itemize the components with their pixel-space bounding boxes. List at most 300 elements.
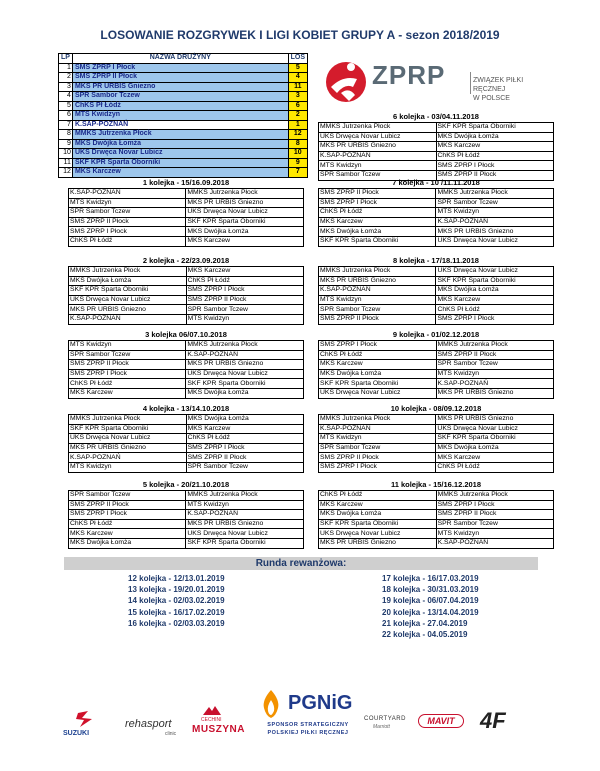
away-team: SPR Sambor Tczew bbox=[186, 305, 303, 315]
teams-header-row bbox=[59, 54, 308, 64]
away-team: K.SAP-POZNAŃ bbox=[186, 350, 304, 360]
home-team: K.SAP-POZNAŃ bbox=[319, 151, 437, 161]
round-table bbox=[318, 340, 554, 399]
team-los: 3 bbox=[288, 92, 307, 102]
team-lp: 4 bbox=[59, 92, 73, 102]
mavit-logo: MAVIT bbox=[418, 714, 464, 728]
muszyna-text: MUSZYNA bbox=[192, 724, 245, 735]
match-row bbox=[319, 538, 554, 548]
match-row bbox=[319, 369, 554, 379]
round-title: 9 kolejka - 01/02.12.2018 bbox=[392, 330, 480, 339]
home-team: SKF KPR Sparta Oborniki bbox=[319, 379, 437, 389]
away-team: SPR Sambor Tczew bbox=[186, 462, 303, 472]
round-block bbox=[318, 480, 554, 549]
home-team: MTS Kwidzyn bbox=[319, 434, 436, 444]
team-lp: 7 bbox=[59, 120, 73, 130]
home-team: SMS ZPRP I Płock bbox=[69, 227, 186, 237]
team-row bbox=[59, 130, 308, 140]
home-team: SMS ZPRP I Płock bbox=[319, 341, 437, 351]
home-team: MKS Dwójka Łomża bbox=[319, 369, 437, 379]
away-team: UKS Drwęca Novar Lubicz bbox=[436, 236, 554, 246]
match-row bbox=[69, 462, 304, 472]
team-los: 8 bbox=[288, 139, 307, 149]
away-team: SMS ZPRP I Płock bbox=[436, 314, 554, 324]
home-team: MKS Karczew bbox=[69, 529, 186, 539]
round-table bbox=[68, 414, 304, 473]
round-block bbox=[318, 404, 554, 473]
home-team: MTS Kwidzyn bbox=[319, 295, 436, 305]
round-block bbox=[68, 480, 304, 549]
round-block bbox=[318, 256, 554, 325]
home-team: UKS Drwęca Novar Lubicz bbox=[69, 434, 187, 444]
match-row bbox=[69, 538, 304, 548]
round-title: 5 kolejka - 20/21.10.2018 bbox=[142, 480, 230, 489]
home-team: SKF KPR Sparta Oborniki bbox=[319, 236, 436, 246]
round-table bbox=[68, 490, 304, 549]
away-team: MKS Karczew bbox=[186, 267, 303, 277]
home-team: MKS PR URBIS Gniezno bbox=[69, 305, 187, 315]
home-team: MMKS Jutrzenka Płock bbox=[69, 267, 187, 277]
team-los: 10 bbox=[288, 149, 307, 159]
home-team: UKS Drwęca Novar Lubicz bbox=[319, 529, 437, 539]
match-row bbox=[69, 424, 304, 434]
team-name: MKS Karczew bbox=[72, 168, 288, 178]
match-row bbox=[319, 227, 554, 237]
away-team: MMKS Jutrzenka Płock bbox=[436, 189, 554, 199]
match-row bbox=[319, 462, 554, 472]
match-row bbox=[69, 434, 304, 444]
home-team: UKS Drwęca Novar Lubicz bbox=[319, 388, 437, 398]
home-team: MKS Dwójka Łomża bbox=[319, 227, 436, 237]
home-team: MKS PR URBIS Gniezno bbox=[319, 276, 436, 286]
rewanz-round: 17 kolejka - 16/17.03.2019 bbox=[382, 574, 479, 583]
match-row bbox=[69, 379, 304, 389]
away-team: UKS Drwęca Novar Lubicz bbox=[186, 208, 304, 218]
home-team: MTS Kwidzyn bbox=[69, 341, 186, 351]
round-table bbox=[318, 188, 554, 247]
away-team: SPR Sambor Tczew bbox=[436, 360, 553, 370]
away-team: UKS Drwęca Novar Lubicz bbox=[436, 267, 554, 277]
suzuki-logo-icon bbox=[74, 710, 98, 728]
match-row bbox=[319, 491, 554, 501]
match-row bbox=[319, 388, 554, 398]
team-lp: 3 bbox=[59, 82, 73, 92]
match-row bbox=[69, 276, 304, 286]
away-team: ChKS Pł Łódź bbox=[436, 305, 554, 315]
home-team: UKS Drwęca Novar Lubicz bbox=[319, 132, 437, 142]
match-row bbox=[319, 208, 554, 218]
team-los: 1 bbox=[288, 120, 307, 130]
team-lp: 12 bbox=[59, 168, 73, 178]
match-row bbox=[319, 443, 554, 453]
away-team: ChKS Pł Łódź bbox=[436, 462, 554, 472]
home-team: MKS PR URBIS Gniezno bbox=[319, 142, 437, 152]
match-row bbox=[319, 434, 554, 444]
team-lp: 5 bbox=[59, 101, 73, 111]
team-los: 9 bbox=[288, 158, 307, 168]
match-row bbox=[319, 132, 554, 142]
team-row bbox=[59, 149, 308, 159]
away-team: ChKS Pł Łódź bbox=[436, 151, 553, 161]
round-table bbox=[68, 340, 304, 399]
team-lp: 9 bbox=[59, 139, 73, 149]
team-los: 5 bbox=[288, 63, 307, 73]
team-los: 12 bbox=[288, 130, 307, 140]
home-team: K.SAP-POZNAŃ bbox=[69, 189, 186, 199]
team-row bbox=[59, 168, 308, 178]
home-team: MKS Karczew bbox=[319, 360, 437, 370]
team-row bbox=[59, 73, 308, 83]
teams-table bbox=[58, 53, 308, 178]
home-team: SMS ZPRP I Płock bbox=[69, 510, 186, 520]
rewanz-round: 19 kolejka - 06/07.04.2019 bbox=[382, 596, 479, 606]
home-team: SPR Sambor Tczew bbox=[319, 305, 436, 315]
away-team: UKS Drwęca Novar Lubicz bbox=[436, 424, 554, 434]
away-team: UKS Drwęca Novar Lubicz bbox=[186, 529, 304, 539]
rewanz-round: 15 kolejka - 16/17.02.2019 bbox=[128, 607, 225, 617]
match-row bbox=[69, 227, 304, 237]
match-row bbox=[69, 369, 304, 379]
match-row bbox=[319, 529, 554, 539]
home-team: K.SAP-POZNAŃ bbox=[69, 314, 187, 324]
away-team: ChKS Pł Łódź bbox=[186, 276, 303, 286]
home-team: SPR Sambor Tczew bbox=[69, 208, 186, 218]
home-team: SKF KPR Sparta Oborniki bbox=[69, 286, 187, 296]
match-row bbox=[69, 388, 304, 398]
home-team: SMS ZPRP I Płock bbox=[319, 462, 436, 472]
match-row bbox=[69, 453, 304, 463]
away-team: SMS ZPRP II Płock bbox=[436, 350, 553, 360]
match-row bbox=[69, 314, 304, 324]
rewanz-round: 20 kolejka - 13/14.04.2019 bbox=[382, 607, 479, 617]
zprp-logo-subtitle bbox=[473, 76, 553, 103]
match-row bbox=[319, 341, 554, 351]
away-team: MKS Dwójka Łomża bbox=[186, 388, 304, 398]
team-name: SMS ZPRP I Płock bbox=[72, 63, 288, 73]
round-title: 8 kolejka - 17/18.11.2018 bbox=[393, 256, 479, 265]
away-team: MTS Kwidzyn bbox=[436, 529, 553, 539]
match-row bbox=[69, 189, 304, 199]
match-row bbox=[69, 295, 304, 305]
away-team: SKF KPR Sparta Oborniki bbox=[186, 217, 304, 227]
away-team: MKS Karczew bbox=[436, 453, 554, 463]
away-team: MKS Karczew bbox=[436, 142, 553, 152]
match-row bbox=[69, 208, 304, 218]
team-row bbox=[59, 92, 308, 102]
away-team: MKS Karczew bbox=[186, 236, 304, 246]
home-team: UKS Drwęca Novar Lubicz bbox=[69, 295, 187, 305]
pgnig-sub2: POLSKIEJ PIŁKI RĘCZNEJ bbox=[267, 730, 349, 736]
team-lp: 6 bbox=[59, 111, 73, 121]
away-team: K.SAP-POZNAŃ bbox=[186, 510, 304, 520]
match-row bbox=[69, 415, 304, 425]
home-team: MKS Karczew bbox=[319, 217, 436, 227]
home-team: MTS Kwidzyn bbox=[69, 198, 186, 208]
away-team: SMS ZPRP II Płock bbox=[186, 295, 303, 305]
away-team: SMS ZPRP I Płock bbox=[186, 443, 303, 453]
home-team: MKS PR URBIS Gniezno bbox=[319, 538, 437, 548]
home-team: SMS ZPRP I Płock bbox=[69, 369, 186, 379]
match-row bbox=[319, 453, 554, 463]
away-team: MMKS Jutrzenka Płock bbox=[186, 189, 304, 199]
home-team: K.SAP-POZNAŃ bbox=[319, 286, 436, 296]
team-name: SPR Sambor Tczew bbox=[72, 92, 288, 102]
team-name: UKS Drwęca Novar Lubicz bbox=[72, 149, 288, 159]
away-team: ChKS Pł Łódź bbox=[186, 434, 303, 444]
home-team: SPR Sambor Tczew bbox=[319, 170, 437, 180]
home-team: MMKS Jutrzenka Płock bbox=[319, 123, 437, 133]
match-row bbox=[69, 443, 304, 453]
match-row bbox=[319, 142, 554, 152]
away-team: MKS PR URBIS Gniezno bbox=[436, 227, 554, 237]
lp-header: LP bbox=[59, 54, 73, 64]
team-lp: 10 bbox=[59, 149, 73, 159]
round-block bbox=[318, 112, 554, 181]
home-team: SPR Sambor Tczew bbox=[69, 491, 186, 501]
match-row bbox=[319, 236, 554, 246]
away-team: MKS Dwójka Łomża bbox=[436, 286, 554, 296]
away-team: MKS PR URBIS Gniezno bbox=[186, 360, 304, 370]
away-team: MKS Karczew bbox=[436, 295, 554, 305]
away-team: SKF KPR Sparta Oborniki bbox=[186, 538, 304, 548]
round-block bbox=[318, 178, 554, 247]
rewanz-round: 21 kolejka - 27.04.2019 bbox=[382, 618, 468, 628]
team-los: 11 bbox=[288, 82, 307, 92]
team-name: ChKS Pł Łódź bbox=[72, 101, 288, 111]
match-row bbox=[319, 350, 554, 360]
team-los: 7 bbox=[288, 168, 307, 178]
away-team: MTS Kwidzyn bbox=[186, 314, 303, 324]
pgnig-sub1: SPONSOR STRATEGICZNY bbox=[267, 722, 349, 728]
away-team: MKS PR URBIS Gniezno bbox=[436, 388, 553, 398]
courtyard-logo: COURTYARD bbox=[364, 716, 406, 722]
away-team: MKS Dwójka Łomża bbox=[436, 443, 554, 453]
team-name: MKS Dwójka Łomża bbox=[72, 139, 288, 149]
team-row bbox=[59, 111, 308, 121]
away-team: MKS PR URBIS Gniezno bbox=[186, 519, 304, 529]
team-name: SKF KPR Sparta Oborniki bbox=[72, 158, 288, 168]
team-los: 4 bbox=[288, 73, 307, 83]
home-team: SKF KPR Sparta Oborniki bbox=[69, 424, 187, 434]
rehasport-sub: clinic bbox=[165, 731, 177, 737]
away-team: SMS ZPRP I Płock bbox=[186, 286, 303, 296]
round-title: 2 kolejka - 22/23.09.2018 bbox=[142, 256, 230, 265]
home-team: SMS ZPRP II Płock bbox=[69, 217, 186, 227]
away-team: MTS Kwidzyn bbox=[186, 500, 304, 510]
home-team: MKS Karczew bbox=[69, 388, 186, 398]
home-team: ChKS Pł Łódź bbox=[69, 236, 186, 246]
round-table bbox=[68, 188, 304, 247]
round-block bbox=[68, 178, 304, 247]
rewanz-right-list bbox=[382, 573, 479, 640]
away-team: SPR Sambor Tczew bbox=[436, 198, 554, 208]
round-block bbox=[68, 404, 304, 473]
rehasport-logo: rehasport bbox=[125, 718, 172, 730]
zprp-subtitle-line2: W POLSCE bbox=[473, 95, 510, 102]
round-table bbox=[318, 414, 554, 473]
match-row bbox=[319, 286, 554, 296]
home-team: SMS ZPRP II Płock bbox=[319, 453, 436, 463]
team-lp: 11 bbox=[59, 158, 73, 168]
match-row bbox=[69, 198, 304, 208]
match-row bbox=[319, 424, 554, 434]
home-team: SMS ZPRP II Płock bbox=[69, 500, 186, 510]
away-team: MKS Dwójka Łomża bbox=[186, 415, 303, 425]
match-row bbox=[319, 314, 554, 324]
away-team: MKS PR URBIS Gniezno bbox=[186, 198, 304, 208]
match-row bbox=[69, 500, 304, 510]
away-team: SMS ZPRP II Płock bbox=[436, 170, 553, 180]
home-team: ChKS Pł Łódź bbox=[319, 491, 437, 501]
match-row bbox=[69, 217, 304, 227]
home-team: ChKS Pł Łódź bbox=[319, 208, 436, 218]
rewanz-round: 13 kolejka - 19/20.01.2019 bbox=[128, 585, 225, 595]
muszyna-mountain-icon bbox=[202, 704, 222, 716]
match-row bbox=[69, 350, 304, 360]
home-team: MKS Dwójka Łomża bbox=[69, 276, 187, 286]
away-team: K.SAP-POZNAŃ bbox=[436, 379, 553, 389]
match-row bbox=[319, 267, 554, 277]
home-team: MKS Dwójka Łomża bbox=[69, 538, 186, 548]
match-row bbox=[319, 123, 554, 133]
suzuki-logo-text: SUZUKI bbox=[63, 730, 90, 737]
away-team: SKF KPR Sparta Oborniki bbox=[436, 123, 553, 133]
home-team: MKS Karczew bbox=[319, 500, 437, 510]
match-row bbox=[69, 305, 304, 315]
match-row bbox=[69, 341, 304, 351]
match-row bbox=[319, 151, 554, 161]
team-lp: 2 bbox=[59, 73, 73, 83]
zprp-subtitle-line1: ZWIĄZEK PIŁKI RĘCZNEJ bbox=[473, 77, 524, 93]
match-row bbox=[319, 217, 554, 227]
round-title: 7 kolejka - 10 /11.11.2018 bbox=[392, 178, 480, 187]
team-name: K.SAP-POZNAŃ bbox=[72, 120, 288, 130]
away-team: K.SAP-POZNAŃ bbox=[436, 538, 553, 548]
away-team: K.SAP-POZNAŃ bbox=[436, 217, 554, 227]
team-lp: 8 bbox=[59, 130, 73, 140]
home-team: ChKS Pł Łódź bbox=[69, 379, 186, 389]
match-row bbox=[319, 510, 554, 520]
match-row bbox=[319, 305, 554, 315]
match-row bbox=[69, 267, 304, 277]
team-name: MMKS Jutrzenka Płock bbox=[72, 130, 288, 140]
away-team: SMS ZPRP II Płock bbox=[186, 453, 303, 463]
cechini-text: CECHINI bbox=[201, 717, 222, 723]
match-row bbox=[69, 286, 304, 296]
match-row bbox=[69, 236, 304, 246]
round-title: 1 kolejka - 15/16.09.2018 bbox=[142, 178, 230, 187]
away-team: MMKS Jutrzenka Płock bbox=[436, 491, 553, 501]
match-row bbox=[319, 189, 554, 199]
home-team: ChKS Pł Łódź bbox=[69, 519, 186, 529]
away-team: MKS Dwójka Łomża bbox=[186, 227, 304, 237]
team-name: MKS PR URBIS Gniezno bbox=[72, 82, 288, 92]
away-team: SKF KPR Sparta Oborniki bbox=[186, 379, 304, 389]
away-team: MKS PR URBIS Gniezno bbox=[436, 415, 554, 425]
courtyard-sub: Marriott bbox=[373, 724, 390, 730]
away-team: MTS Kwidzyn bbox=[436, 208, 554, 218]
team-name-header: NAZWA DRUŻYNY bbox=[72, 54, 288, 64]
rewanz-round: 14 kolejka - 02/03.02.2019 bbox=[128, 596, 225, 606]
round-title: 6 kolejka - 03/04.11.2018 bbox=[393, 112, 479, 121]
match-row bbox=[69, 529, 304, 539]
round-table bbox=[318, 122, 554, 181]
away-team: SMS ZPRP II Płock bbox=[436, 510, 553, 520]
match-row bbox=[319, 379, 554, 389]
page-title: LOSOWANIE ROZGRYWEK I LIGI KOBIET GRUPY A - sezon 2018/2019 bbox=[100, 28, 500, 42]
match-row bbox=[319, 276, 554, 286]
match-row bbox=[319, 519, 554, 529]
home-team: K.SAP-POZNAŃ bbox=[319, 424, 436, 434]
round-title: 10 kolejka - 08/09.12.2018 bbox=[390, 404, 482, 413]
team-row bbox=[59, 63, 308, 73]
team-row bbox=[59, 120, 308, 130]
match-row bbox=[319, 295, 554, 305]
team-name: MTS Kwidzyn bbox=[72, 111, 288, 121]
home-team: SMS ZPRP II Płock bbox=[319, 314, 436, 324]
away-team: MMKS Jutrzenka Płock bbox=[186, 491, 304, 501]
home-team: SMS ZPRP II Płock bbox=[319, 189, 436, 199]
pgnig-logo-text: PGNiG bbox=[288, 692, 353, 714]
home-team: MKS PR URBIS Gniezno bbox=[69, 443, 187, 453]
round-table bbox=[68, 266, 304, 325]
home-team: MKS Dwójka Łomża bbox=[319, 510, 437, 520]
rewanz-round: 18 kolejka - 30/31.03.2019 bbox=[382, 585, 479, 595]
away-team: SMS ZPRP I Płock bbox=[436, 500, 553, 510]
home-team: SPR Sambor Tczew bbox=[319, 443, 436, 453]
rewanz-left-list bbox=[128, 573, 225, 629]
match-row bbox=[319, 500, 554, 510]
home-team: K.SAP-POZNAŃ bbox=[69, 453, 187, 463]
home-team: MMKS Jutrzenka Płock bbox=[319, 267, 436, 277]
team-los: 2 bbox=[288, 111, 307, 121]
home-team: MTS Kwidzyn bbox=[69, 462, 187, 472]
away-team: MKS Dwójka Łomża bbox=[436, 132, 553, 142]
match-row bbox=[69, 510, 304, 520]
round-table bbox=[318, 490, 554, 549]
away-team: SMS ZPRP I Płock bbox=[436, 161, 553, 171]
round-title: 3 kolejka 06/07.10.2018 bbox=[145, 330, 227, 339]
logo-divider bbox=[470, 72, 471, 94]
away-team: MMKS Jutrzenka Płock bbox=[436, 341, 553, 351]
round-table bbox=[318, 266, 554, 325]
away-team: UKS Drwęca Novar Lubicz bbox=[186, 369, 304, 379]
rewanz-round: 12 kolejka - 12/13.01.2019 bbox=[128, 574, 225, 583]
team-lp: 1 bbox=[59, 63, 73, 73]
home-team: MMKS Jutrzenka Płock bbox=[319, 415, 436, 425]
away-team: MMKS Jutrzenka Płock bbox=[186, 341, 304, 351]
home-team: MTS Kwidzyn bbox=[319, 161, 437, 171]
round-block bbox=[68, 330, 304, 399]
home-team: ChKS Pł Łódź bbox=[319, 350, 437, 360]
match-row bbox=[69, 519, 304, 529]
match-row bbox=[319, 360, 554, 370]
match-row bbox=[319, 161, 554, 171]
pgnig-flame-icon bbox=[256, 688, 286, 720]
rewanz-title: Runda rewanżowa: bbox=[64, 557, 538, 570]
los-header: LOS bbox=[288, 54, 307, 64]
team-row bbox=[59, 139, 308, 149]
team-row bbox=[59, 158, 308, 168]
team-row bbox=[59, 82, 308, 92]
match-row bbox=[69, 360, 304, 370]
away-team: MKS Karczew bbox=[186, 424, 303, 434]
away-team: MTS Kwidzyn bbox=[436, 369, 553, 379]
round-block bbox=[68, 256, 304, 325]
home-team: SKF KPR Sparta Oborniki bbox=[319, 519, 437, 529]
home-team: SMS ZPRP II Płock bbox=[69, 360, 186, 370]
round-title: 11 kolejka - 15/16.12.2018 bbox=[390, 480, 482, 489]
